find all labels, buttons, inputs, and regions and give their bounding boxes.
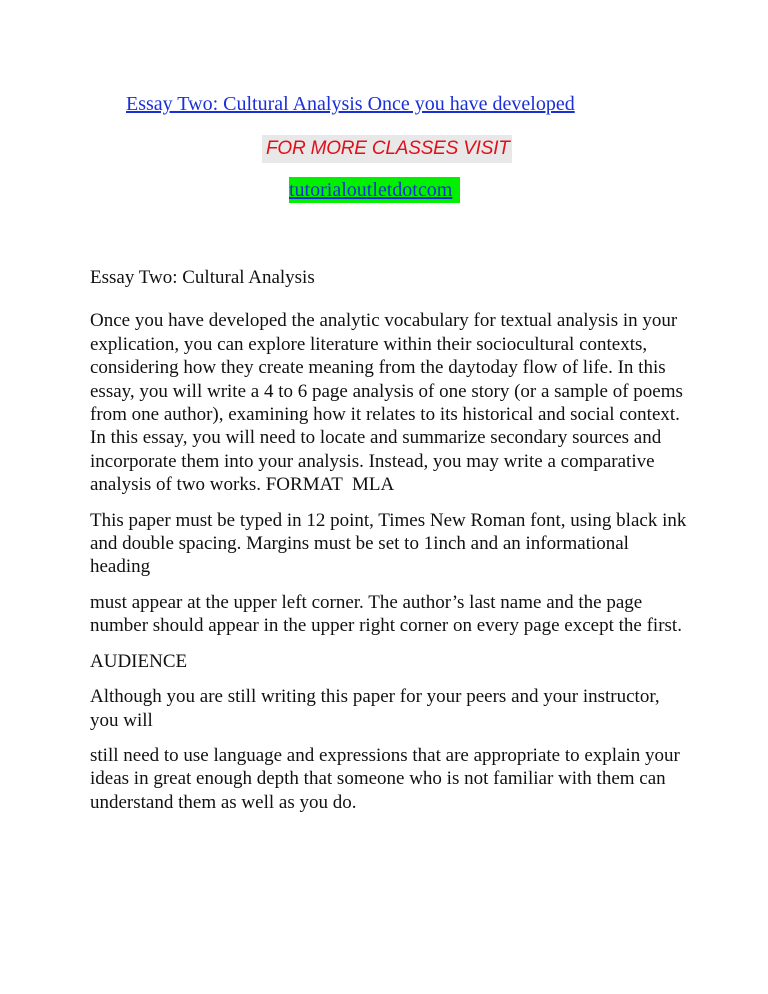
- site-link[interactable]: tutorialoutletdotcom: [289, 177, 460, 203]
- site-banner: [289, 177, 460, 203]
- title-link[interactable]: Essay Two: Cultural Analysis Once you have developed: [126, 93, 575, 115]
- paragraph-heading-placement: must appear at the upper left corner. The author’s last name and the page number should appear in the upper right corner on every page except the first.: [90, 591, 682, 637]
- promo-text: FOR MORE CLASSES VISIT: [262, 135, 512, 163]
- section-heading-audience: AUDIENCE: [90, 650, 188, 672]
- paragraph-format: This paper must be typed in 12 point, Times New Roman font, using black ink and double spacing. Margins must be set to 1inch and an informational heading: [90, 509, 687, 578]
- paragraph-audience: Although you are still writing this paper for your peers and your instructor, you will: [90, 686, 660, 731]
- document-body: [90, 266, 690, 826]
- promo-banner: [262, 134, 512, 164]
- paragraph-language: still need to use language and expressions that are appropriate to explain your ideas in great enough depth that someone who is not familiar with them can understand them as well as you do.: [90, 744, 680, 813]
- paragraph-intro: Once you have developed the analytic vocabulary for textual analysis in your explication, you can explore literature within their sociocultural contexts, considering how they create meaning from the daytoday flow of life. In this essay, you will write a 4 to 6 page analysis of one story (or a sample of poems from one author), examining how it relates to its historical and social context. In this essay, you will need to locate and summarize secondary sources and incorporate them into your analysis. Instead, you may write a comparative analysis of two works. FORMAT MLA: [90, 310, 683, 496]
- document-heading: Essay Two: Cultural Analysis: [90, 267, 315, 288]
